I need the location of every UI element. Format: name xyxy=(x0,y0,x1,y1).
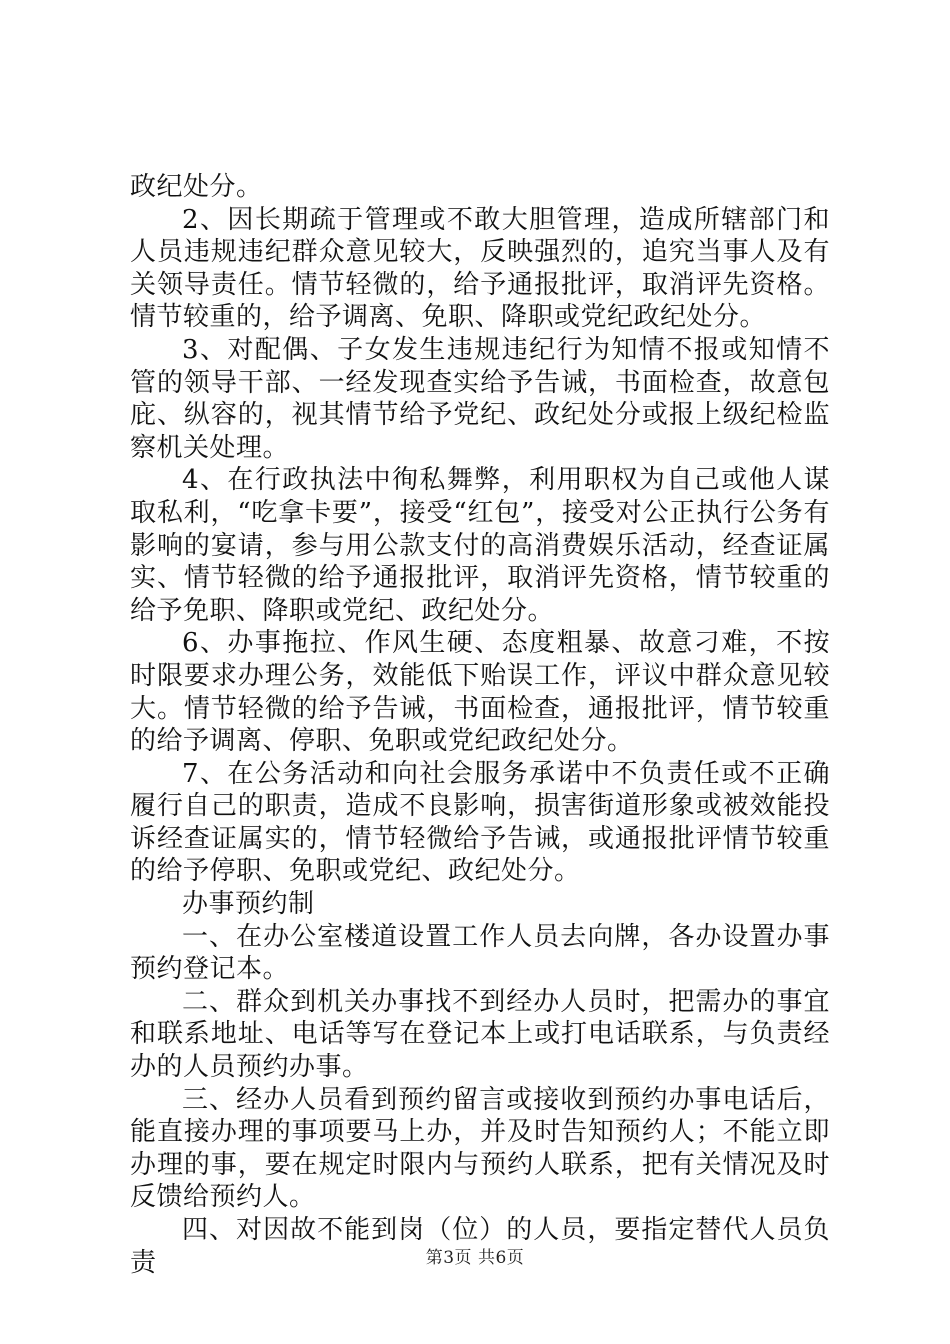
paragraph-item-2: 2、因长期疏于管理或不敢大胆管理，造成所辖部门和人员违规违纪群众意见较大，反映强烈的，追究当事人及有关领导责任。情节轻微的，给予通报批评，取消评先资格。情节较重的，给予调离、免职、降职或党纪政纪处分。 xyxy=(130,204,830,333)
page-number-footer: 第3页 共6页 xyxy=(425,1248,525,1268)
paragraph-item-6: 6、办事拖拉、作风生硬、态度粗暴、故意刁难，不按时限要求办理公务，效能低下贻误工作，评议中群众意见较大。情节轻微的给予告诫，书面检查，通报批评，情节较重的给予调离、停职、免职或党纪政纪处分。 xyxy=(130,628,830,757)
section-heading: 办事预约制 xyxy=(182,889,315,920)
paragraph-rule-1: 一、在办公室楼道设置工作人员去向牌，各办设置办事预约登记本。 xyxy=(130,921,830,985)
paragraph-rule-4: 四、对因故不能到岗（位）的人员，要指定替代人员负责 xyxy=(130,1215,830,1278)
paragraph-continuation: 政纪处分。 xyxy=(130,172,263,202)
paragraph-item-7: 7、在公务活动和向社会服务承诺中不负责任或不正确履行自己的职责，造成不良影响，损害街道形象或被效能投诉经查证属实的，情节轻微给予告诫，或通报批评情节较重的给予停职、免职或党纪、政纪处分。 xyxy=(130,758,830,887)
paragraph-item-4: 4、在行政执法中徇私舞弊，利用职权为自己或他人谋取私利，“吃拿卡要”，接受“红包”，接受对公正执行公务有影响的宴请，参与用公款支付的高消费娱乐活动，经查证属实、情节轻微的给予通报批评，取消评先资格，情节较重的给予免职、降职或党纪、政纪处分。 xyxy=(130,465,830,626)
document-body xyxy=(130,171,830,1279)
paragraph-item-3: 3、对配偶、子女发生违规违纪行为知情不报或知情不管的领导干部、一经发现查实给予告诫，书面检查，故意包庇、纵容的，视其情节给予党纪、政纪处分或报上级纪检监察机关处理。 xyxy=(130,334,830,463)
paragraph-rule-2: 二、群众到机关办事找不到经办人员时，把需办的事宜和联系地址、电话等写在登记本上或打电话联系，与负责经办的人员预约办事。 xyxy=(130,986,830,1083)
paragraph-rule-3: 三、经办人员看到预约留言或接收到预约办事电话后，能直接办理的事项要马上办，并及时告知预约人；不能立即办理的事，要在规定时限内与预约人联系，把有关情况及时反馈给预约人。 xyxy=(130,1084,830,1213)
